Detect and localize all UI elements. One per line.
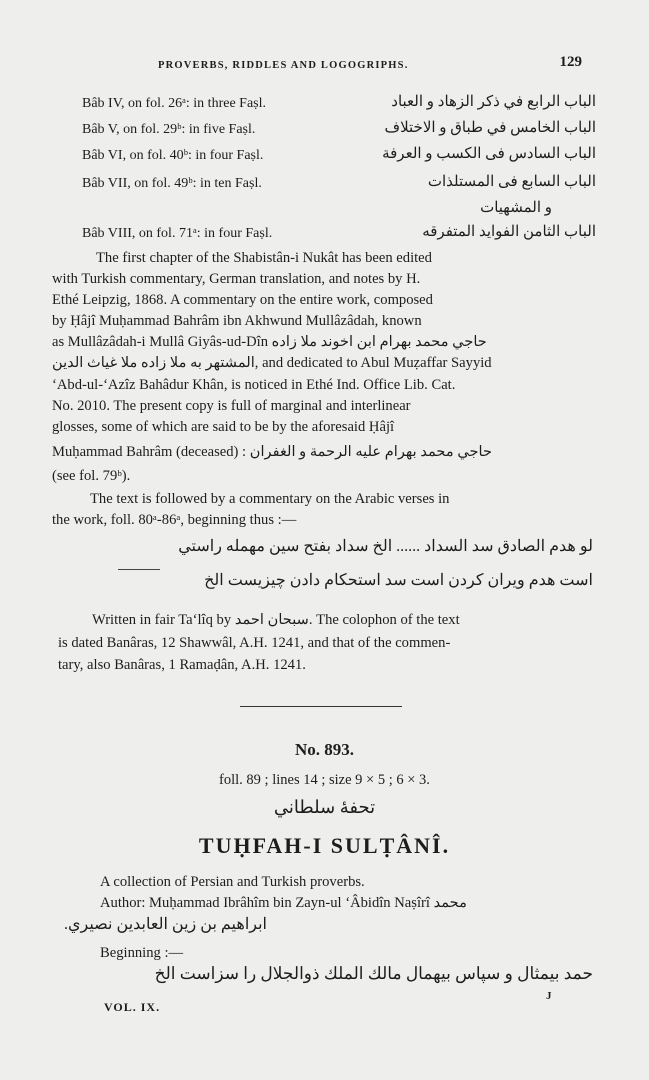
- body-line-latin: Written in fair Ta‘lîq by: [92, 612, 232, 628]
- body-line: glosses, some of which are said to be by the aforesaid Ḥâjî: [52, 419, 395, 435]
- body-line: No. 2010. The present copy is full of marginal and interlinear: [52, 398, 411, 414]
- page-header: [152, 54, 582, 78]
- entry-title-arabic: تحفهٔ سلطاني: [273, 797, 376, 817]
- arabic-quotation-line: لو هدم الصادق سد السداد ...... الخ سداد بفتح سين مهمله راستي: [178, 538, 593, 555]
- page-number: 129: [559, 54, 582, 70]
- body-line: Ethé Leipzig, 1868. A commentary on the entire work, composed: [52, 292, 433, 308]
- body-line: (see fol. 79ᵇ).: [52, 468, 131, 484]
- chapter-arabic-continued: و المشهيات: [480, 200, 552, 216]
- entry-description: A collection of Persian and Turkish proverbs.: [100, 874, 365, 890]
- body-line-arabic: سبحان احمد: [234, 612, 309, 628]
- chapter-arabic: الباب الخامس في طباق و الاختلاف: [384, 120, 596, 136]
- chapter-latin: Bâb IV, on fol. 26ᵃ: in three Faṣl.: [82, 96, 266, 111]
- entry-author-arabic: محمد: [433, 895, 467, 911]
- body-line: The first chapter of the Shabistân-i Nukât has been edited: [96, 250, 432, 266]
- signature-mark: J: [546, 990, 552, 1002]
- chapter-row: [82, 92, 602, 118]
- beginning-label: Beginning :—: [100, 945, 184, 961]
- entry-meta: foll. 89 ; lines 14 ; size 9 × 5 ; 6 × 3.: [219, 772, 430, 788]
- body-line: ‘Abd-ul-‘Azîz Bahâdur Khân, is noticed in Ethé Ind. Office Lib. Cat.: [52, 377, 456, 393]
- body-line: by Ḥâjî Muḥammad Bahrâm ibn Akhwund Mullâzâdah, known: [52, 313, 422, 329]
- entry-author-latin: Author: Muḥammad Ibrâhîm bin Zayn-ul ‘Âbidîn Naṣîrî: [100, 895, 430, 911]
- body-line: [52, 442, 492, 463]
- body-line-latin: , and dedicated to Abul Muẓaffar Sayyid: [254, 355, 492, 371]
- body-line: [52, 353, 492, 374]
- body-line-arabic: المشتهر به ملا زاده ملا غياث الدين: [52, 355, 255, 371]
- chapter-arabic: الباب السابع فى المستلذات: [427, 174, 596, 190]
- body-line-arabic: حاجي محمد بهرام عليه الرحمة و الغفران: [249, 444, 492, 460]
- beginning-arabic: حمد بيمثال و سپاس بيهمال مالك الملك ذوالجلال را سزاست الخ: [154, 964, 593, 983]
- body-line: [92, 610, 460, 631]
- body-line-latin: as Mullâzâdah-i Mullâ Giyâs-ud-Dîn: [52, 334, 269, 350]
- chapter-latin: Bâb V, on fol. 29ᵇ: in five Faṣl.: [82, 122, 256, 137]
- chapter-row: [82, 222, 602, 248]
- chapter-row: [82, 172, 602, 222]
- body-line: [52, 332, 487, 353]
- entry-title: TUḤFAH-I SULṬÂNÎ.: [198, 833, 451, 858]
- chapter-row: [82, 118, 602, 144]
- entry-author: [100, 893, 467, 914]
- arabic-quotation-line: است هدم ويران كردن است سد استحكام دادن چيزيست الخ: [204, 572, 593, 589]
- entry-number: No. 893.: [294, 740, 355, 759]
- body-line: with Turkish commentary, German translation, and notes by H.: [52, 271, 421, 287]
- body-line-latin: Muḥammad Bahrâm (deceased) :: [52, 444, 247, 460]
- chapter-latin: Bâb VI, on fol. 40ᵇ: in four Faṣl.: [82, 148, 264, 163]
- running-head: PROVERBS, RIDDLES AND LOGOGRIPHS.: [158, 60, 409, 71]
- body-line-arabic: حاجي محمد بهرام ابن اخوند ملا زاده: [271, 334, 487, 350]
- chapter-latin: Bâb VII, on fol. 49ᵇ: in ten Faṣl.: [82, 176, 262, 191]
- chapter-arabic: الباب السادس فى الكسب و العرفة: [382, 146, 596, 162]
- chapter-row: [82, 144, 602, 170]
- entry-author-arabic-continued: ابراهيم بن زين العابدين نصيري.: [64, 916, 267, 933]
- volume-signature: VOL. IX.: [104, 1000, 161, 1014]
- body-line: tary, also Banâras, 1 Ramaḍân, A.H. 1241.: [58, 657, 306, 673]
- body-line: the work, foll. 80ᵃ-86ᵃ, beginning thus :—: [52, 512, 297, 528]
- section-divider: [240, 706, 402, 707]
- body-line-latin: . The colophon of the text: [308, 612, 460, 628]
- body-line: is dated Banâras, 12 Shawwâl, A.H. 1241, and that of the commen-: [58, 635, 451, 651]
- marginal-stroke: [118, 569, 160, 570]
- body-line: The text is followed by a commentary on the Arabic verses in: [90, 491, 450, 507]
- chapter-arabic: الباب الثامن الفوايد المتفرقه: [422, 224, 596, 240]
- chapter-arabic: الباب الرابع في ذكر الزهاد و العباد: [391, 94, 596, 110]
- chapter-latin: Bâb VIII, on fol. 71ᵃ: in four Faṣl.: [82, 226, 273, 241]
